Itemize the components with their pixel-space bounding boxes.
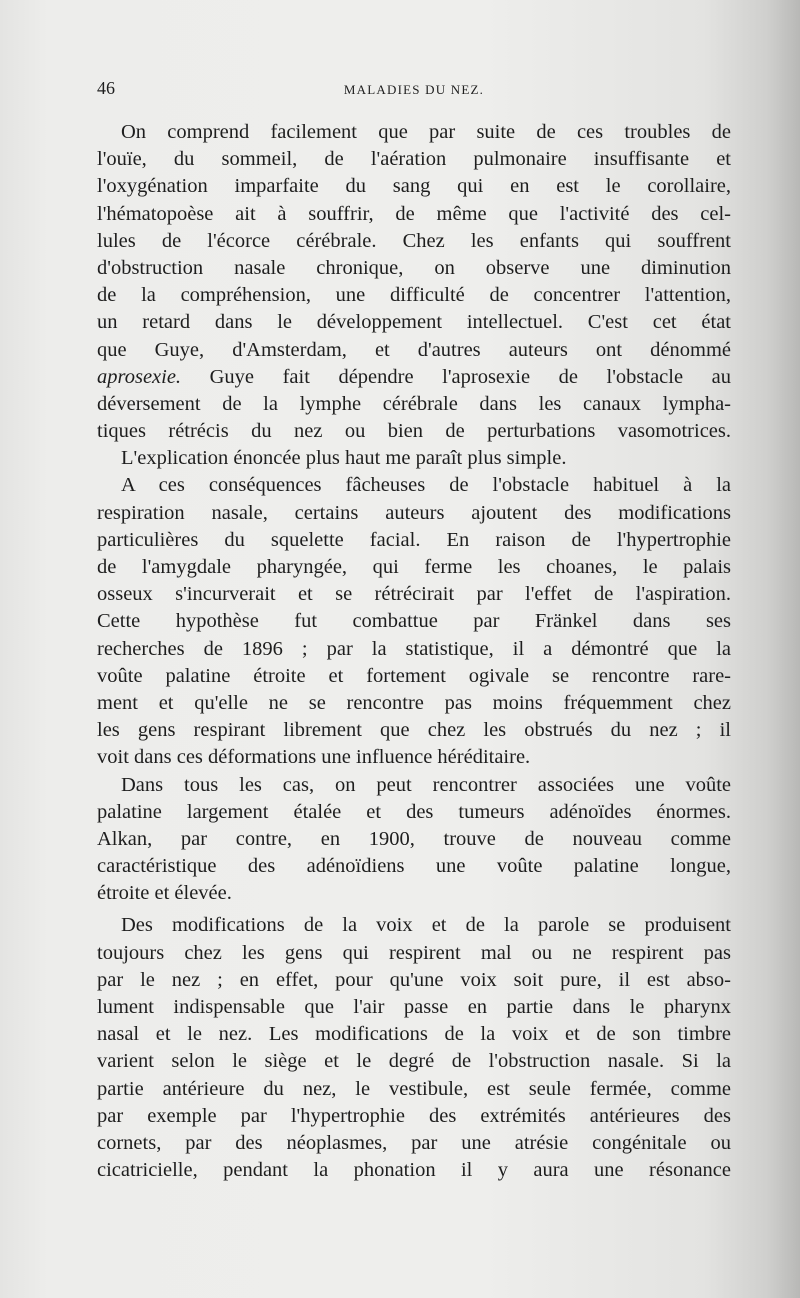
text-line: Dans tous les cas, on peut rencontrer associées une voûte — [121, 773, 731, 796]
text-line: Alkan, par contre, en 1900, trouve de nouveau comme — [97, 827, 731, 850]
text-line: de la compréhension, une difficulté de concentrer l'attention, — [97, 284, 731, 307]
text-line: toujours chez les gens qui respirent mal ou ne respirent pas — [97, 941, 731, 964]
text-line: Des modifications de la voix et de la parole se produisent — [121, 914, 731, 937]
text-line: respiration nasale, certains auteurs ajoutent des modifications — [97, 501, 731, 524]
text-line: tiques rétrécis du nez ou bien de perturbations vasomotrices. — [97, 420, 731, 443]
text-line: que Guye, d'Amsterdam, et d'autres auteurs ont dénommé — [97, 338, 731, 361]
text-line: Cette hypothèse fut combattue par Fränkel dans ses — [97, 610, 731, 633]
text-line: un retard dans le développement intellectuel. C'est cet état — [97, 311, 731, 334]
text-line: recherches de 1896 ; par la statistique, il a démontré que la — [97, 637, 731, 660]
text-line: les gens respirant librement que chez les obstrués du nez ; il — [97, 719, 731, 742]
text-line: A ces conséquences fâcheuses de l'obstacle habituel à la — [121, 474, 731, 497]
text-line: On comprend facilement que par suite de ces troubles de — [121, 121, 731, 143]
text-line: cornets, par des néoplasmes, par une atrésie congénitale ou — [97, 1131, 731, 1154]
text-line: nasal et le nez. Les modifications de la voix et de son timbre — [97, 1023, 731, 1046]
text-line: déversement de la lymphe cérébrale dans les canaux lympha- — [97, 392, 731, 415]
page-number: 46 — [97, 78, 115, 98]
text-line: voit dans ces déformations une influence héréditaire. — [97, 746, 531, 769]
text-line: partie antérieure du nez, le vestibule, est seule fermée, comme — [97, 1077, 731, 1100]
body-text — [97, 119, 731, 1184]
text-line: par le nez ; en effet, pour qu'une voix soit pure, il est abso- — [97, 968, 731, 991]
text-line: par exemple par l'hypertrophie des extrémités antérieures des — [97, 1104, 731, 1127]
text-line: particulières du squelette facial. En raison de l'hypertrophie — [97, 528, 731, 551]
text-line: cicatricielle, pendant la phonation il y aura une résonance — [97, 1159, 731, 1182]
text-line: lument indispensable que l'air passe en partie dans le pharynx — [97, 996, 731, 1018]
text-line: L'explication énoncée plus haut me paraît plus simple. — [121, 447, 567, 470]
text-line: de l'amygdale pharyngée, qui ferme les choanes, le palais — [97, 556, 731, 578]
text-line: étroite et élevée. — [97, 882, 232, 905]
text-line: voûte palatine étroite et fortement ogivale se rencontre rare- — [97, 664, 731, 687]
text-line: l'hématopoèse ait à souffrir, de même que l'activité des cel- — [97, 202, 731, 225]
text-line: l'oxygénation imparfaite du sang qui en est le corollaire, — [97, 175, 731, 198]
text-line: lules de l'écorce cérébrale. Chez les enfants qui souffrent — [97, 229, 731, 252]
text-line: caractéristique des adénoïdiens une voûte palatine longue, — [97, 855, 731, 878]
text-line: ment et qu'elle ne se rencontre pas moins fréquemment chez — [97, 691, 731, 714]
text-line: aprosexie. Guye fait dépendre l'aprosexie de l'obstacle au — [97, 365, 731, 388]
page-header — [97, 78, 731, 104]
text-line: osseux s'incurverait et se rétrécirait par l'effet de l'aspiration. — [97, 583, 731, 606]
text-line: palatine largement étalée et des tumeurs adénoïdes énormes. — [97, 800, 731, 823]
text-line: varient selon le siège et le degré de l'obstruction nasale. Si la — [97, 1050, 731, 1073]
italic-term: aprosexie. — [97, 365, 182, 388]
text-line: d'obstruction nasale chronique, on observe une diminution — [97, 256, 731, 279]
running-title: MALADIES DU NEZ. — [343, 82, 485, 97]
text-line: l'ouïe, du sommeil, de l'aération pulmonaire insuffisante et — [97, 148, 731, 171]
